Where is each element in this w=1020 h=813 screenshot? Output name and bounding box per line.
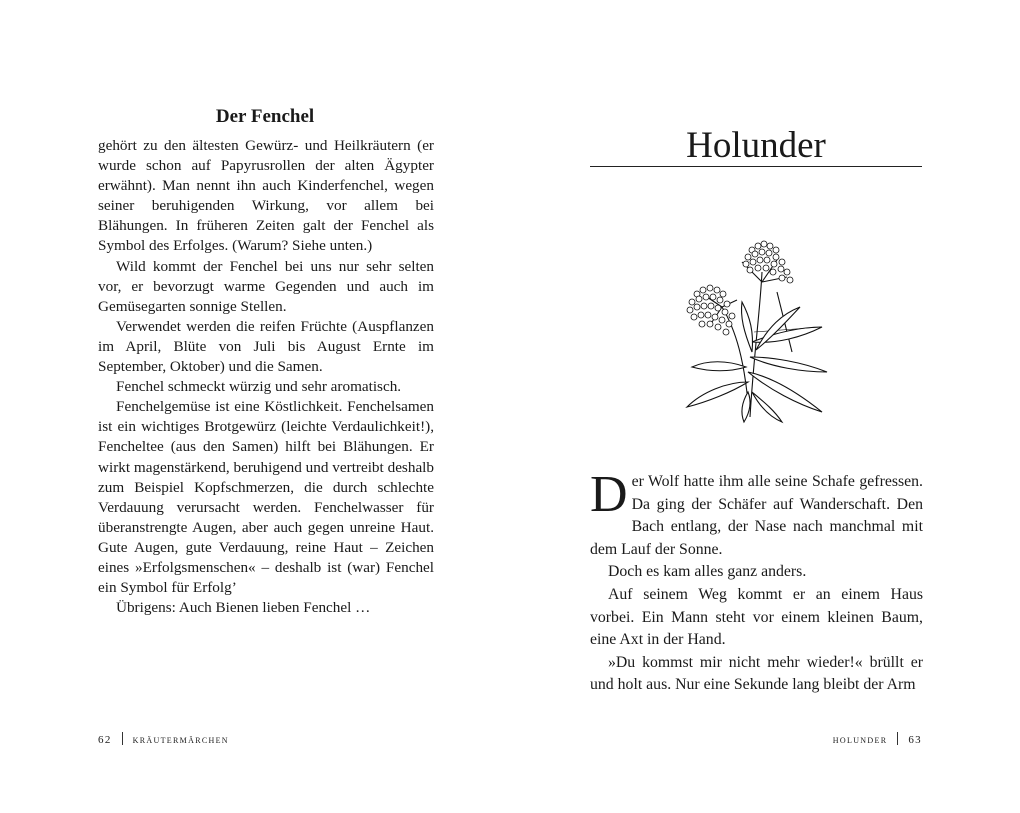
paragraph: gehört zu den ältesten Gewürz- und Heilkräutern (er wurde schon auf Papyrusrollen der alten Ägypter erwähnt). Man nennt ihn auch Kinderfenchel, wegen seiner beruhigenden Wirkung, vor allem bei Blähungen. In früheren Zeiten galt der Fenchel als Symbol des Erfolges. (Warum? Siehe unten.)	[98, 137, 434, 255]
running-head: holunder	[832, 732, 888, 746]
page-number: 63	[908, 734, 922, 746]
paragraph-text: er Wolf hatte ihm alle seine Schafe gefressen. Da ging der Schäfer auf Wanderschaft. Den Bach entlang, der Nase nach manchmal mit dem Lauf der Sonne.	[590, 473, 923, 558]
chapter-title: Holunder	[686, 125, 826, 166]
left-folio	[98, 732, 229, 747]
drop-cap: D	[590, 466, 628, 523]
paragraph	[590, 466, 923, 561]
paragraph: Auf seinem Weg kommt er an einem Haus vorbei. Ein Mann steht vor einem kleinen Baum, eine Axt in der Hand.	[590, 585, 923, 649]
paragraph: »Du kommst mir nicht mehr wieder!« brüllt er und holt aus. Nur eine Sekunde lang bleibt der Arm	[590, 653, 923, 694]
paragraph: Übrigens: Auch Bienen lieben Fenchel …	[116, 599, 371, 617]
paragraph: Verwendet werden die reifen Früchte (Auspflanzen im April, Blüte von Juli bis August Ernte im September, Oktober) und die Samen.	[98, 317, 434, 376]
running-head: kräutermärchen	[132, 732, 229, 746]
page-number: 62	[98, 734, 112, 746]
chapter-rule	[590, 166, 922, 167]
folio-separator	[122, 732, 123, 745]
story-text	[590, 466, 923, 697]
folio-separator	[897, 732, 898, 745]
paragraph: Wild kommt der Fenchel bei uns nur sehr selten vor, er bevorzugt warme Gegenden und auch im Gemüsegarten sonnige Stellen.	[98, 257, 434, 315]
paragraph: Doch es kam alles ganz anders.	[608, 563, 807, 581]
right-page	[510, 0, 1020, 813]
body-text	[98, 136, 434, 618]
elderberry-illustration	[682, 232, 832, 424]
section-title: Der Fenchel	[215, 106, 315, 127]
paragraph: Fenchelgemüse ist eine Köstlichkeit. Fenchelsamen ist ein wichtiges Brotgewürz (leichte Verdaulichkeit!), Fencheltee (aus den Samen) hilft bei Blähungen. Er wirkt magenstärkend, beruhigend und vertreibt deshalb zum Beispiel Kopfschmerzen, die durch schlechte Verdauung verursacht werden. Fenchelwasser für überanstrengte Augen, aber auch gegen unreine Haut. Gute Augen, gute Verdauung, reine Haut – Zeichen eines »Erfolgsmenschen« – deshalb ist (war) Fenchel ein Symbol für Erfolg’	[98, 398, 434, 597]
right-folio	[833, 732, 922, 747]
paragraph: Fenchel schmeckt würzig und sehr aromatisch.	[116, 378, 402, 396]
